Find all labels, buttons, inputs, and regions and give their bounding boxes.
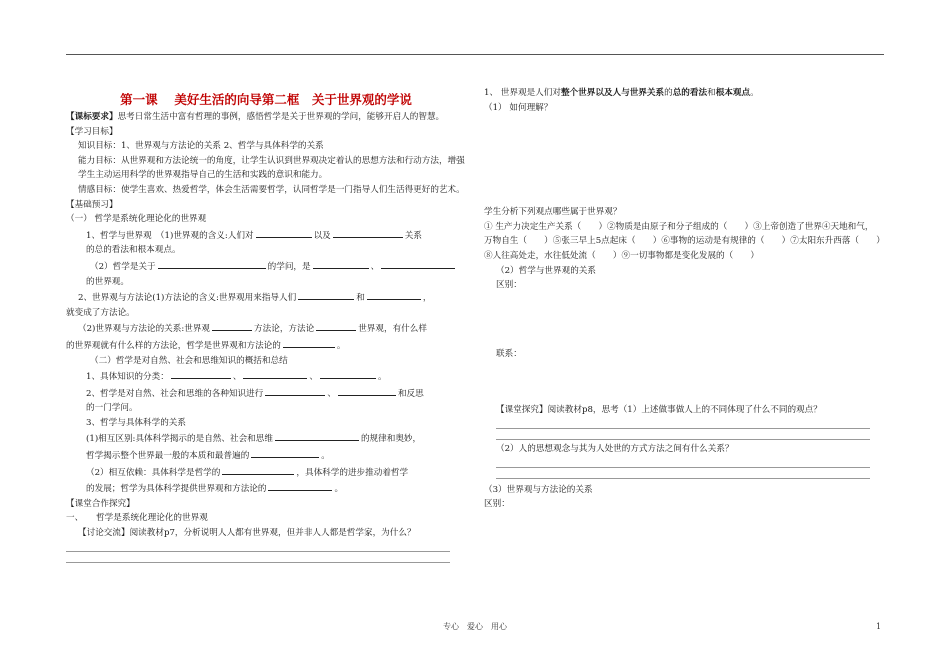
preview-line: （2）相互依赖：具体科学是哲学的 ，具体科学的进步推动着哲学 [66,464,466,481]
answer-line[interactable] [496,439,870,440]
philosophy-worldview-relation: （2）哲学与世界观的关系 [496,265,596,276]
discussion-prompt: 【讨论交流】阅读教材p7，分析说明人人都有世界观，但并非人人都是哲学家，为什么？ [78,528,416,539]
preview-section-2: （二）哲学是对自然、社会和思维知识的概括和总结 [90,355,288,366]
left-column [66,86,466,563]
worldview-methodology-relation: （3）世界观与方法论的关系 [484,484,593,495]
preview-line: 2、哲学是对自然、社会和思维的各种知识进行 、 和反思 [66,385,466,402]
answer-line[interactable] [66,562,450,563]
preview-line: 就变成了方法论。 [66,307,135,318]
page-number: 1 [876,622,882,631]
analysis-prompt: 学生分析下列观点哪些属于世界观？ [484,207,622,218]
connection-label: 联系： [496,348,522,359]
preview-line: 哲学揭示整个世界最一般的本质和最普遍的 。 [66,447,466,464]
answer-line[interactable] [66,551,450,552]
preview-line: 2、世界观与方法论(1)方法论的含义:世界观用来指导人们 和 ， [66,289,466,306]
goal-emotion: 情感目标：使学生喜欢、热爱哲学，体会生活需要哲学，认同哲学是一门指导人们生活得更好的艺术。 [78,184,465,195]
preview-line: 的发展；哲学为具体科学提供世界观和方法论的 。 [66,480,466,497]
curriculum-requirement: 【课标要求】思考日常生活中富有哲理的事例，感悟哲学是关于世界观的学问，能够开启人的智慧。 [66,112,445,122]
worldview-definition: 1、 世界观是人们对整个世界以及人与世界关系的总的看法和根本观点。 [484,88,759,98]
lesson-title: 第一课 美好生活的向导第二框 关于世界观的学说 [120,92,412,107]
difference-label: 区别： [496,280,522,291]
answer-line[interactable] [496,467,870,468]
answer-line[interactable] [496,478,870,479]
preview-line: 的一门学问。 [86,403,138,414]
preview-section-1: （一） 哲学是系统化理论化的世界观 [66,214,207,225]
goal-ability: 能力目标：从世界观和方法论统一的角度，让学生认识到世界观决定着认的思想方法和行动方法，增强学生主动运用科学的世界观指导自己的生活和实践的意识和能力。 [78,155,465,181]
preview-line: 的世界观。 [86,276,129,287]
answer-line[interactable] [496,428,870,429]
preview-line: 的世界观就有什么样的方法论，哲学是世界观和方法论的 。 [66,337,466,354]
preview-line: 3、哲学与具体科学的关系 [86,417,186,428]
preview-line: 的总的看法和根本观点。 [86,245,181,256]
viewpoint-options: ① 生产力决定生产关系（ ）②物质是由原子和分子组成的（ ）③上帝创造了世界④天地和气，万物自生（ ）⑤张三早上5点起床（ ）⑥事物的运动是有规律的（ ）⑦太阳东升西落（ ）⑧人往高处走，水往低处流（ ）⑨一切事物都是变化发展的（ ） [484,221,881,261]
cooperation-section-1: 一、 哲学是系统化理论化的世界观 [66,513,208,524]
right-column [484,86,882,512]
goals-heading: 【学习目标】 [66,126,118,137]
cooperation-heading: 【课堂合作探究】 [66,498,135,509]
page-footer: 专心 爱心 用心 [443,622,507,631]
preview-line: 1、哲学与世界观 （1)世界观的含义:人们对 以及 关系 [66,227,466,244]
class-inquiry-question-2: （2）人的思想观念与其为人处世的方式方法之间有什么关系？ [496,443,734,454]
preview-line: （2)世界观与方法论的关系:世界观 方法论，方法论 世界观，有什么样 [66,320,466,337]
preview-line: (1)相互区别:具体科学揭示的是自然、社会和思维 的规律和奥妙， [66,430,466,447]
goal-knowledge: 知识目标：1、世界观与方法论的关系 2、哲学与具体科学的关系 [78,141,324,152]
preview-heading: 【基础预习】 [66,199,118,210]
difference-label: 区别： [484,499,510,510]
top-rule [66,54,884,55]
preview-line: 1、具体知识的分类： 、 、 。 [66,368,466,385]
question-how-to-understand: （1） 如何理解？ [484,102,553,113]
class-inquiry-question-1: 【课堂探究】阅读教材p8，思考（1）上述做事做人上的不同体现了什么不同的观点？ [496,405,822,416]
preview-line: （2）哲学是关于 的学问，是 、 [66,258,466,275]
